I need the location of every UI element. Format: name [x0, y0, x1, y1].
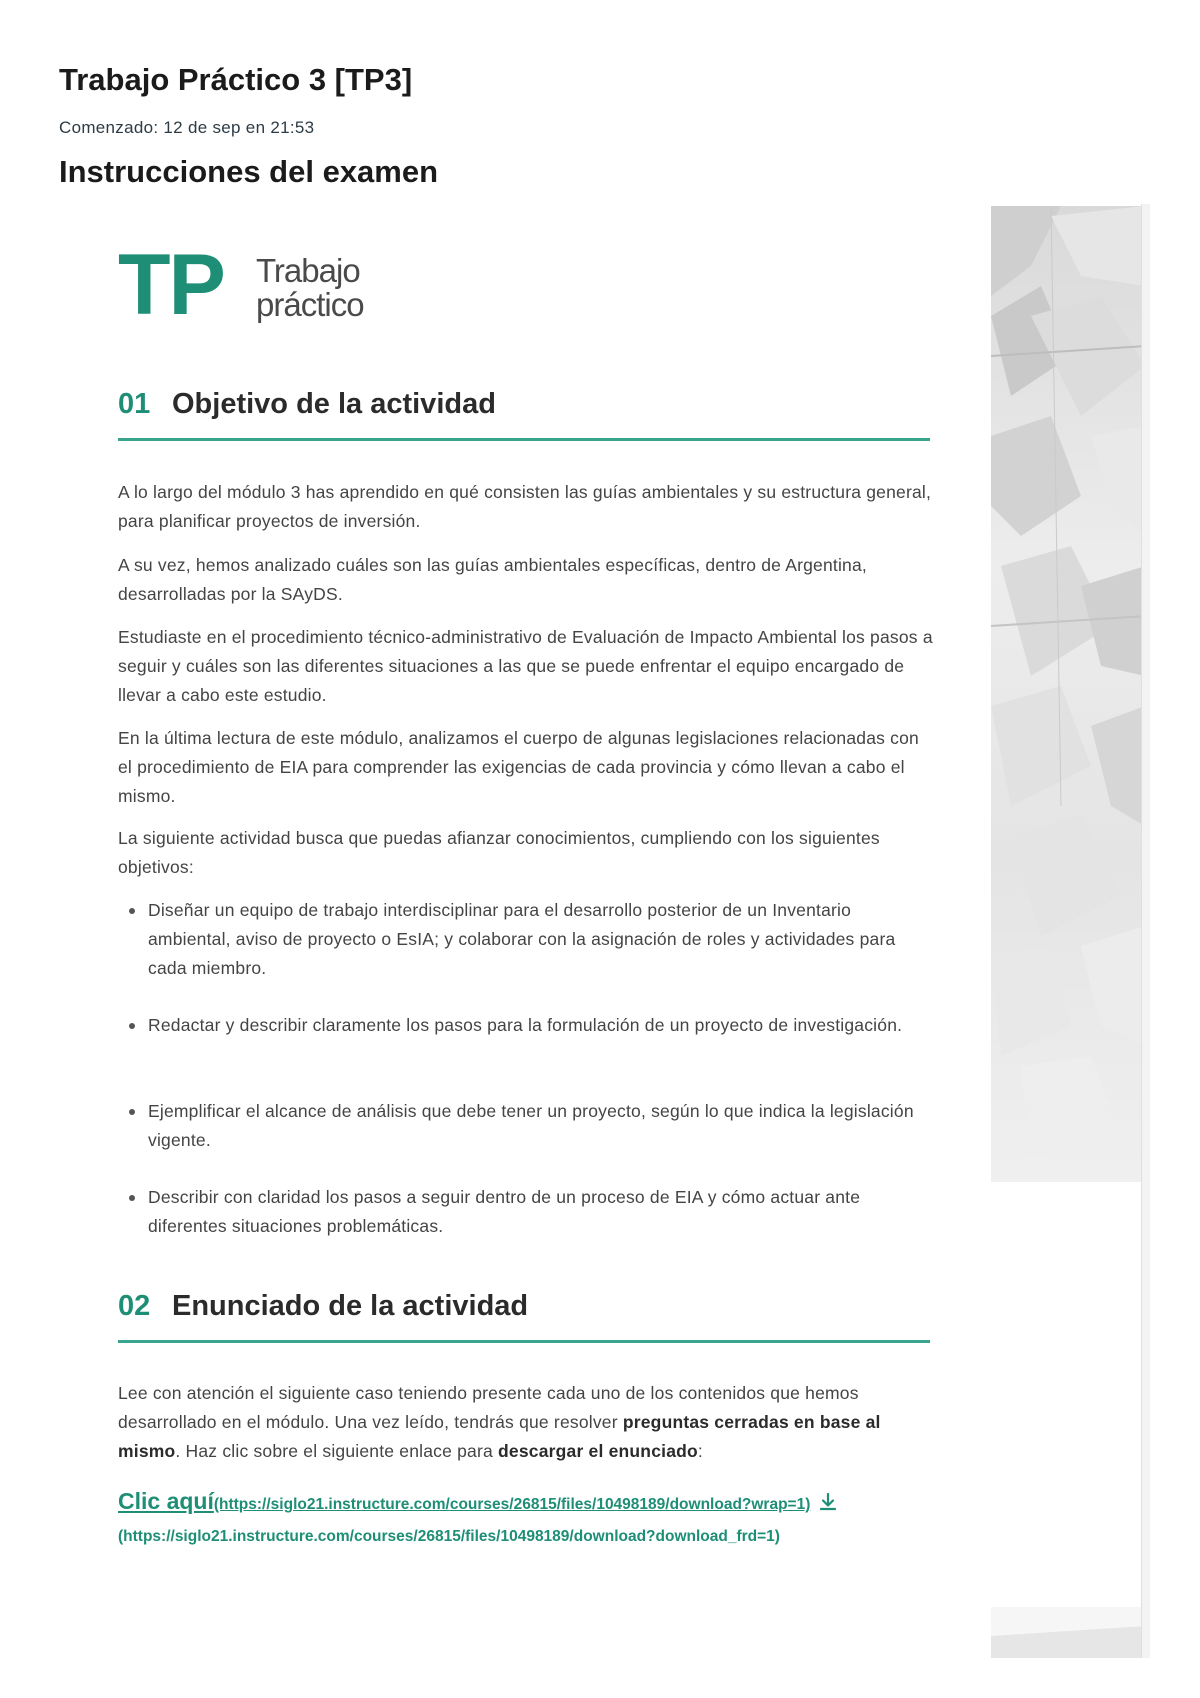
download-icon[interactable] [818, 1492, 838, 1517]
paragraph: La siguiente actividad busca que puedas afianzar conocimientos, cumpliendo con los siguientes objetivos: [118, 828, 880, 877]
activity-statement: Lee con atención el siguiente caso teniendo presente cada uno de los contenidos que hemos desarrollado en el módulo. Una vez leído, tendrás que resolver preguntas cerradas en base al mismo. Haz clic sobre el siguiente enlace para descargar el enunciado: [118, 1383, 881, 1461]
paragraph: Estudiaste en el procedimiento técnico-administrativo de Evaluación de Impacto Ambiental los pasos a seguir y cuáles son las diferentes situaciones a las que se puede enfrentar el equipo encargado de llevar a cabo este estudio. [118, 627, 933, 705]
section-title: Objetivo de la actividad [172, 388, 496, 420]
logo-letters: TP [118, 237, 224, 333]
bullet-icon [129, 1109, 135, 1115]
paragraph: A lo largo del módulo 3 has aprendido en qué consisten las guías ambientales y su estructura general, para planificar proyectos de inversión. [118, 482, 932, 531]
download-link[interactable]: Clic aquí [118, 1488, 214, 1514]
logo-line-2: práctico [256, 286, 364, 323]
section-title: Enunciado de la actividad [172, 1290, 529, 1322]
list-item: Redactar y describir claramente los pasos para la formulación de un proyecto de investigación. [118, 1011, 933, 1040]
section-objetivo-heading [118, 388, 930, 441]
paragraph: A su vez, hemos analizado cuáles son las guías ambientales específicas, dentro de Argentina, desarrolladas por la SAyDS. [118, 555, 867, 604]
list-item: Describir con claridad los pasos a seguir dentro de un proceso de EIA y cómo actuar ante diferentes situaciones problemáticas. [118, 1183, 933, 1241]
download-link-url[interactable]: (https://siglo21.instructure.com/courses/26815/files/10498189/download?wrap=1) [213, 1496, 811, 1513]
download-direct-link[interactable]: (https://siglo21.instructure.com/courses/26815/files/10498189/download?download_frd=1) [118, 1528, 780, 1545]
section-enunciado-heading [118, 1290, 930, 1343]
section-number: 01 [118, 388, 151, 420]
paragraph: En la última lectura de este módulo, analizamos el cuerpo de algunas legislaciones relacionadas con el procedimiento de EIA para comprender las exigencias de cada provincia y cómo llevan a cabo el mismo. [118, 728, 919, 806]
decorative-panel-gap [991, 1182, 1145, 1607]
bullet-icon [129, 908, 135, 914]
section-number: 02 [118, 1290, 151, 1322]
page-title: Trabajo Práctico 3 [TP3] [59, 62, 413, 97]
bullet-icon [129, 1195, 135, 1201]
list-item: Ejemplificar el alcance de análisis que debe tener un proyecto, según lo que indica la legislación vigente. [118, 1097, 933, 1155]
started-timestamp: Comenzado: 12 de sep en 21:53 [59, 118, 315, 137]
download-link-row [118, 1488, 938, 1517]
instructions-heading: Instrucciones del examen [59, 154, 439, 189]
logo-text [256, 254, 364, 322]
bullet-icon [129, 1023, 135, 1029]
list-item: Diseñar un equipo de trabajo interdisciplinar para el desarrollo posterior de un Inventario ambiental, aviso de proyecto o EsIA; y colaborar con la asignación de roles y actividades para cada miembro. [118, 896, 933, 983]
decorative-panel-edge [1141, 204, 1150, 1658]
logo-line-1: Trabajo [256, 252, 360, 289]
